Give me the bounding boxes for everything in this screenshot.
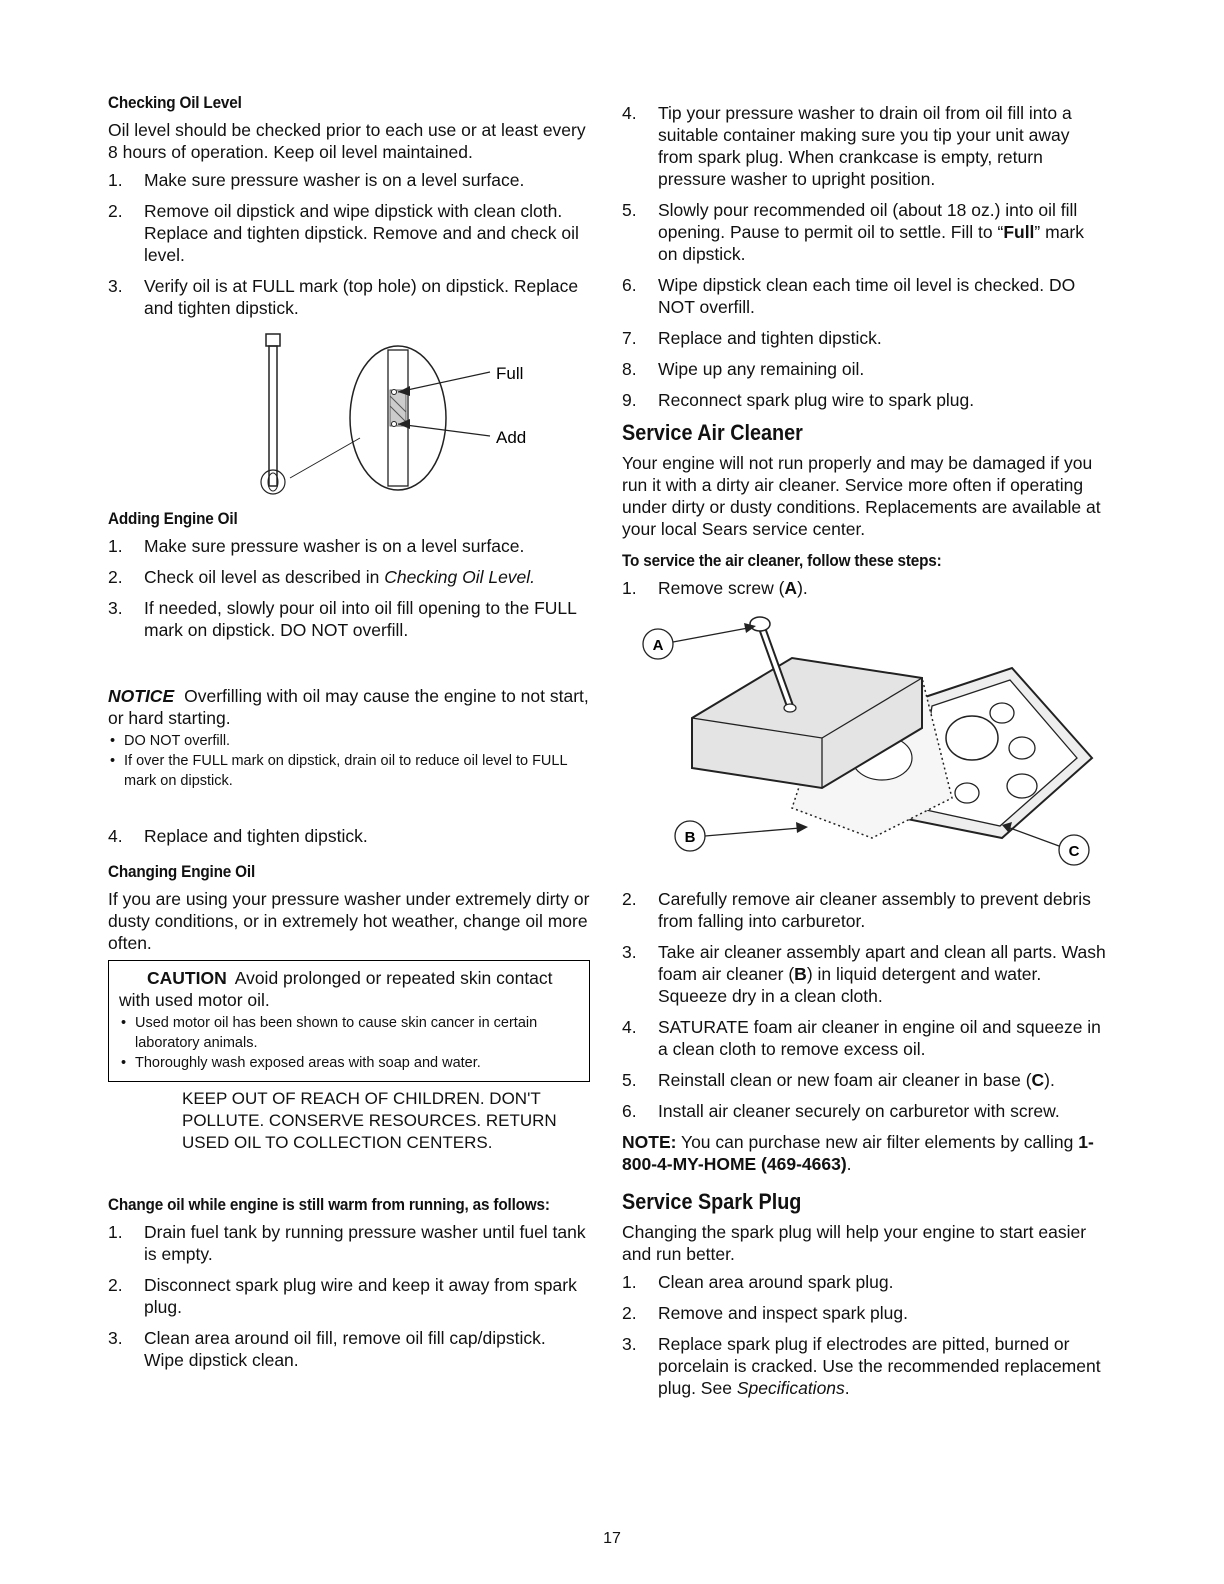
caution-box — [108, 960, 590, 1082]
air-cleaner-steps-heading: To service the air cleaner, follow these steps: — [622, 551, 942, 570]
list-item: 1. Drain fuel tank by running pressure washer until fuel tank is empty. — [108, 1222, 586, 1264]
list-item: 2. Remove oil dipstick and wipe dipstick with clean cloth. Replace and tighten dipstick. Remove and and check oil level. — [108, 201, 579, 265]
list-item: 1. Make sure pressure washer is on a level surface. — [108, 170, 525, 190]
air-cleaner-intro: Your engine will not run properly and may be damaged if you run it with a dirty air cleaner. Service more often if operating under dirty or dusty conditions. Replacements are available at your local Sears service center. — [622, 453, 1101, 539]
list-item: 8. Wipe up any remaining oil. — [622, 359, 865, 379]
caution-label: CAUTION — [147, 968, 227, 988]
list-item: 2. Check oil level as described in Checking Oil Level. — [108, 567, 536, 587]
air-cleaner-figure — [622, 608, 1107, 878]
list-item: 2. Carefully remove air cleaner assembly to prevent debris from falling into carburetor. — [622, 889, 1091, 931]
checking-oil-steps — [108, 169, 590, 319]
checking-oil-intro: Oil level should be checked prior to each use or at least every 8 hours of operation. Keep oil level maintained. — [108, 120, 586, 162]
list-item: 9. Reconnect spark plug wire to spark plug. — [622, 390, 975, 410]
list-item: 3. Take air cleaner assembly apart and clean all parts. Wash foam air cleaner (B) in liquid detergent and water. Squeeze dry in a clean cloth. — [622, 942, 1106, 1006]
keep-out-of-reach-text: KEEP OUT OF REACH OF CHILDREN. DON'T POLLUTE. CONSERVE RESOURCES. RETURN USED OIL TO COLLECTION CENTERS. — [182, 1089, 557, 1152]
callout-c: C — [1068, 843, 1080, 860]
list-item: 3. Verify oil is at FULL mark (top hole) on dipstick. Replace and tighten dipstick. — [108, 276, 579, 318]
service-spark-plug-heading: Service Spark Plug — [622, 1189, 802, 1214]
list-item: 2. Disconnect spark plug wire and keep it away from spark plug. — [108, 1275, 577, 1317]
list-item: 1. Make sure pressure washer is on a level surface. — [108, 536, 525, 556]
dipstick-figure — [108, 328, 590, 508]
list-item: 1. Clean area around spark plug. — [622, 1272, 894, 1292]
callout-a: A — [652, 637, 664, 654]
caution-bullet: • Thoroughly wash exposed areas with soap and water. — [119, 1053, 579, 1073]
notice-text: Overfilling with oil may cause the engine to not start, or hard starting. — [108, 686, 589, 728]
left-column — [108, 92, 590, 1380]
spark-plug-intro: Changing the spark plug will help your engine to start easier and run better. — [622, 1222, 1087, 1264]
change-oil-steps-heading: Change oil while engine is still warm from running, as follows: — [108, 1195, 550, 1214]
list-item: 7. Replace and tighten dipstick. — [622, 328, 882, 348]
list-item: 1. Remove screw (A). — [622, 578, 808, 598]
notice-block — [108, 685, 590, 791]
list-item: 6. Install air cleaner securely on carburetor with screw. — [622, 1101, 1060, 1121]
list-item: 5. Reinstall clean or new foam air cleaner in base (C). — [622, 1070, 1055, 1090]
add-label: Add — [496, 428, 527, 447]
notice-bullet: • If over the FULL mark on dipstick, drain oil to reduce oil level to FULL mark on dipstick. — [108, 751, 590, 791]
air-cleaner-steps — [622, 888, 1107, 1122]
list-item: 4. Replace and tighten dipstick. — [108, 826, 368, 846]
checking-oil-heading: Checking Oil Level — [108, 93, 242, 112]
changing-oil-heading: Changing Engine Oil — [108, 862, 256, 881]
change-oil-steps — [108, 1221, 590, 1371]
notice-label: NOTICE — [108, 686, 175, 706]
list-item: 3. Clean area around oil fill, remove oil fill cap/dipstick. Wipe dipstick clean. — [108, 1328, 546, 1370]
service-air-cleaner-heading: Service Air Cleaner — [622, 420, 803, 445]
adding-oil-step-4 — [108, 825, 590, 847]
adding-oil-steps — [108, 535, 590, 641]
callout-b: B — [684, 829, 696, 846]
list-item: 2. Remove and inspect spark plug. — [622, 1303, 908, 1323]
list-item: 3. If needed, slowly pour oil into oil fill opening to the FULL mark on dipstick. DO NOT overfill. — [108, 598, 577, 640]
air-filter-note: NOTE: You can purchase new air filter elements by calling 1-800-4-MY-HOME (469-4663). — [622, 1132, 1094, 1174]
list-item: 4. Tip your pressure washer to drain oil from oil fill into a suitable container making sure you tip your unit away from spark plug. When crankcase is empty, return pressure washer to upright position. — [622, 103, 1072, 189]
full-label: Full — [496, 364, 524, 383]
changing-oil-intro: If you are using your pressure washer under extremely dirty or dusty conditions, or in extremely hot weather, change oil more often. — [108, 889, 590, 953]
caution-bullet: • Used motor oil has been shown to cause skin cancer in certain laboratory animals. — [119, 1013, 579, 1053]
list-item: 5. Slowly pour recommended oil (about 18 oz.) into oil fill opening. Pause to permit oil to settle. Fill to “Full” mark on dipstick. — [622, 200, 1084, 264]
list-item: 3. Replace spark plug if electrodes are pitted, burned or porcelain is cracked. Use the recommended replacement plug. See Specifications. — [622, 1334, 1101, 1398]
list-item: 4. SATURATE foam air cleaner in engine oil and squeeze in a clean cloth to remove excess oil. — [622, 1017, 1101, 1059]
page-number: 17 — [603, 1530, 621, 1547]
air-cleaner-step-1 — [622, 577, 1107, 599]
caution-text: Avoid prolonged or repeated skin contact with used motor oil. — [119, 968, 553, 1010]
right-column — [622, 102, 1107, 1408]
adding-oil-heading: Adding Engine Oil — [108, 509, 238, 528]
spark-plug-steps — [622, 1271, 1107, 1399]
list-item: 6. Wipe dipstick clean each time oil level is checked. DO NOT overfill. — [622, 275, 1076, 317]
notice-bullet: • DO NOT overfill. — [108, 731, 590, 751]
changing-oil-steps-continued — [622, 102, 1107, 411]
